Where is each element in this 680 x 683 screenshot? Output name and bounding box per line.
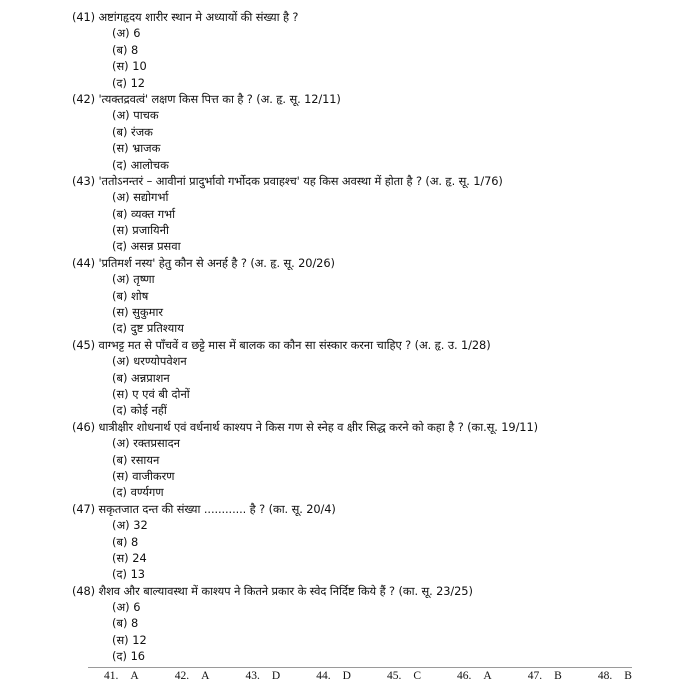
option-label: (स) [112, 468, 129, 483]
option-item [112, 271, 680, 287]
question-text: शैशव और बाल्यावस्था में काश्यप ने कितने प्रकार के स्वेद निर्दिष्ट किये हैं ? (का. सू. 23/25) [98, 583, 473, 598]
question-text: 'ततोऽनन्तरं – आवीनां प्रादुर्भावो गर्भोदक प्रवाहश्च' यह किस अवस्था में होता है ? (अ. हृ. सू. 1/76) [98, 173, 503, 188]
question-text: वाग्भट्ट मत से पाँचवें व छट्टे मास में बालक का कौन सा संस्कार करना चाहिए ? (अ. हृ. उ. 1/28) [98, 337, 491, 352]
option-item [112, 304, 680, 320]
option-text: सद्योगर्भा [133, 190, 169, 205]
answer-key-item [245, 670, 280, 683]
option-text: 6 [133, 26, 141, 41]
question-number: (42) [72, 91, 95, 106]
option-list [112, 25, 680, 91]
answer-key-item [457, 670, 492, 683]
option-text: तृष्णा [133, 272, 155, 287]
question-text-line [72, 501, 680, 517]
option-item [112, 42, 680, 58]
option-item [112, 402, 680, 418]
option-label: (अ) [112, 600, 130, 615]
question-text-line [72, 173, 680, 189]
option-item [112, 534, 680, 550]
question-text-line [72, 9, 680, 25]
option-item [112, 353, 680, 369]
option-text: असन्न प्रसवा [130, 239, 181, 254]
question-text: धात्रीक्षीर शोधनार्थ एवं वर्धनार्थ काश्यप ने किस गण से स्नेह व क्षीर सिद्ध करने को कहा है ? (का.सू. 19/11) [98, 419, 538, 434]
question-number: (47) [72, 501, 95, 516]
option-label: (द) [112, 649, 127, 664]
question-text-line [72, 255, 680, 271]
option-label: (स) [112, 550, 129, 565]
option-text: सुकुमार [132, 305, 164, 320]
option-list [112, 599, 680, 665]
answer-letter: A [483, 670, 492, 682]
option-text: 8 [131, 534, 139, 549]
option-label: (द) [112, 321, 127, 336]
option-item [112, 140, 680, 156]
option-item [112, 550, 680, 566]
question-block [72, 337, 680, 419]
answer-letter: A [130, 670, 139, 682]
question-text: 'त्यक्तद्रवत्वं' लक्षण किस पित्त का है ? (अ. हृ. सू. 12/11) [98, 91, 341, 106]
option-label: (ब) [112, 452, 128, 467]
option-text: रक्तप्रसादन [133, 436, 180, 451]
answer-key-item [104, 670, 139, 683]
option-item [112, 615, 680, 631]
answer-key-divider [88, 667, 632, 668]
answer-number: 45. [386, 670, 402, 682]
question-text-line [72, 419, 680, 435]
answer-key [104, 670, 632, 683]
option-item [112, 157, 680, 173]
option-text: ए एवं बी दोनों [132, 386, 190, 401]
question-block [72, 419, 680, 501]
option-text: रसायन [131, 452, 160, 467]
answer-number: 43. [245, 670, 260, 682]
option-label: (अ) [112, 354, 130, 369]
option-text: 12 [132, 632, 147, 647]
option-item [112, 566, 680, 582]
option-item [112, 206, 680, 222]
option-text: दुष्ट प्रतिश्याय [130, 321, 184, 336]
option-label: (ब) [112, 370, 128, 385]
option-item [112, 632, 680, 648]
option-label: (अ) [112, 190, 130, 205]
question-block [72, 255, 680, 337]
question-number: (45) [72, 337, 95, 352]
option-text: रंजक [131, 124, 153, 139]
option-label: (ब) [112, 534, 128, 549]
option-item [112, 599, 680, 615]
question-text-line [72, 91, 680, 107]
option-label: (अ) [112, 108, 130, 123]
option-text: धरण्योपवेशन [133, 354, 187, 369]
option-list [112, 517, 680, 583]
option-label: (द) [112, 75, 127, 90]
option-item [112, 58, 680, 74]
option-item [112, 107, 680, 123]
option-label: (अ) [112, 26, 130, 41]
option-label: (द) [112, 567, 127, 582]
option-item [112, 386, 680, 402]
option-text: 12 [130, 75, 146, 90]
answer-letter: D [271, 670, 281, 682]
answer-letter: B [554, 670, 562, 682]
answer-letter: C [413, 670, 421, 682]
option-list [112, 271, 680, 337]
question-text: सकृतजात दन्त की संख्या ............ है ? (का. सू. 20/4) [98, 501, 336, 516]
answer-number: 44. [316, 670, 331, 682]
option-text: 13 [130, 567, 146, 582]
option-text: व्यक्त गर्भा [131, 206, 176, 221]
option-text: 6 [133, 600, 141, 615]
question-block [72, 501, 680, 583]
question-number: (41) [72, 10, 95, 24]
option-item [112, 484, 680, 500]
answer-letter: A [201, 670, 210, 682]
answer-key-item [175, 670, 210, 683]
option-item [112, 435, 680, 451]
option-item [112, 288, 680, 304]
answer-key-item [598, 670, 632, 683]
option-label: (द) [112, 403, 127, 418]
option-item [112, 468, 680, 484]
option-text: 8 [131, 616, 139, 631]
option-item [112, 75, 680, 91]
option-item [112, 517, 680, 533]
answer-number: 47. [527, 670, 543, 682]
answer-letter: B [624, 670, 632, 682]
option-item [112, 189, 680, 205]
answer-number: 46. [457, 670, 472, 682]
option-item [112, 452, 680, 468]
option-text: पाचक [133, 108, 159, 123]
option-text: वर्ण्यगण [130, 485, 164, 500]
question-text: अष्टांगहृदय शारीर स्थान मे अध्यायों की संख्या है ? [98, 10, 299, 24]
option-label: (द) [112, 239, 127, 254]
option-item [112, 25, 680, 41]
question-number: (46) [72, 419, 95, 434]
answer-key-item [316, 670, 351, 683]
option-label: (ब) [112, 42, 128, 57]
option-label: (ब) [112, 616, 128, 631]
question-number: (48) [72, 583, 95, 598]
option-text: प्रजायिनी [132, 223, 169, 238]
option-item [112, 648, 680, 664]
option-label: (अ) [112, 272, 130, 287]
option-list [112, 435, 680, 501]
answer-key-item [528, 670, 562, 683]
option-list [112, 107, 680, 173]
option-label: (द) [112, 485, 127, 500]
question-number: (44) [72, 255, 95, 270]
option-text: 10 [132, 59, 147, 74]
option-label: (स) [112, 305, 129, 320]
option-text: 32 [133, 518, 148, 533]
option-label: (ब) [112, 124, 128, 139]
answer-number: 48. [597, 670, 613, 682]
option-label: (अ) [112, 436, 130, 451]
option-list [112, 353, 680, 419]
option-text: कोई नहीं [130, 403, 167, 418]
answer-number: 41. [104, 670, 119, 682]
option-label: (स) [112, 386, 129, 401]
option-text: वाजीकरण [132, 468, 175, 483]
question-number: (43) [72, 173, 95, 188]
option-text: अन्नप्राशन [131, 370, 170, 385]
answer-letter: D [342, 670, 351, 682]
option-text: 16 [130, 649, 146, 664]
option-item [112, 370, 680, 386]
option-label: (स) [112, 141, 129, 156]
question-text-line [72, 337, 680, 353]
option-label: (स) [112, 59, 129, 74]
option-label: (द) [112, 157, 127, 172]
question-block [72, 583, 680, 665]
option-label: (अ) [112, 518, 130, 533]
option-text: 24 [132, 550, 147, 565]
option-text: आलोचक [130, 157, 169, 172]
option-text: भ्राजक [132, 141, 161, 156]
option-item [112, 320, 680, 336]
question-text: 'प्रतिमर्श नस्य' हेतु कौन से अनर्ह है ? (अ. हृ. सू. 20/26) [98, 255, 335, 270]
option-text: 8 [131, 42, 139, 57]
option-item [112, 222, 680, 238]
answer-number: 42. [174, 670, 190, 682]
option-label: (ब) [112, 288, 128, 303]
option-label: (ब) [112, 206, 128, 221]
option-item [112, 238, 680, 254]
question-block [72, 9, 680, 91]
question-block [72, 173, 680, 255]
question-block [72, 91, 680, 173]
option-item [112, 124, 680, 140]
option-text: शोष [131, 288, 149, 303]
option-label: (स) [112, 632, 129, 647]
option-list [112, 189, 680, 255]
option-label: (स) [112, 223, 129, 238]
question-text-line [72, 583, 680, 599]
answer-key-item [387, 670, 421, 683]
